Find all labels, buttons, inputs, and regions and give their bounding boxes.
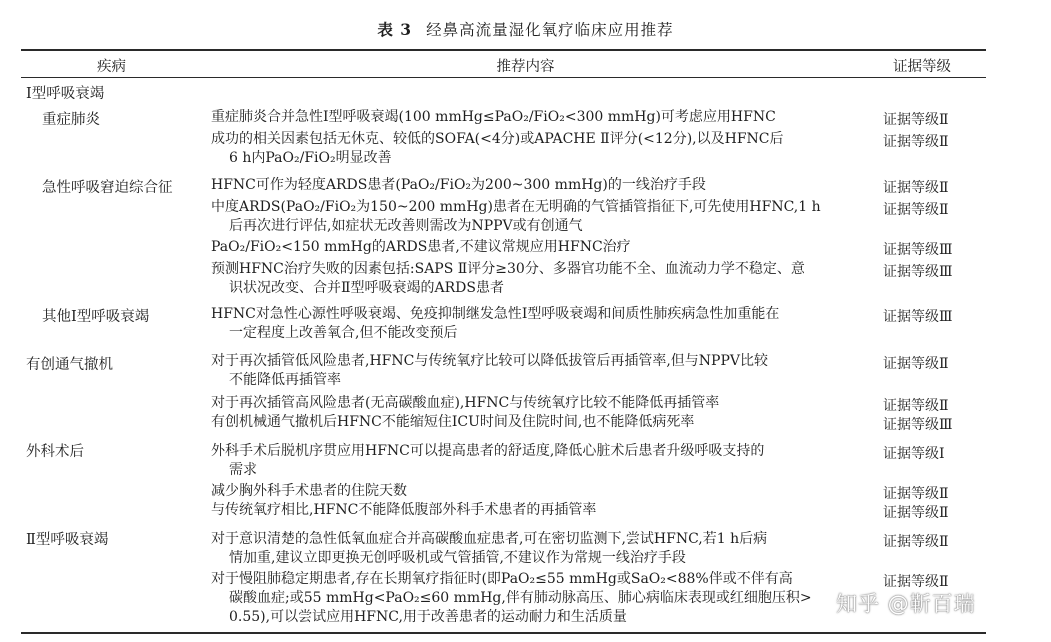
recommendation-line: 外科手术后脱机序贯应用HFNC可以提高患者的舒适度,降低心脏术后患者升级呼吸支持的 — [211, 443, 765, 459]
category-type1: Ⅰ型呼吸衰竭 — [26, 86, 105, 102]
category-surgery: 外科术后 — [26, 444, 84, 460]
header-content: 推荐内容 — [496, 59, 555, 75]
recommendation-line: 碳酸血症;或55 mmHg<PaO₂≤60 mmHg,伴有肺动脉高压、肺心病临床表现或红细胞压积> — [229, 590, 812, 607]
recommendation-line: 对于再次插管高风险患者(无高碳酸血症),HFNC与传统氧疗比较不能降低再插管率 — [211, 395, 720, 411]
recommendation-text — [211, 413, 866, 432]
evidence-level: 证据等级Ⅰ — [883, 446, 945, 462]
recommendation-text — [211, 198, 866, 236]
evidence-level: 证据等级Ⅱ — [883, 505, 949, 521]
recommendation-text — [211, 260, 866, 298]
recommendation-line: 不能降低再插管率 — [229, 372, 341, 389]
evidence-level: 证据等级Ⅱ — [883, 356, 949, 372]
evidence-level: 证据等级Ⅱ — [883, 574, 949, 590]
table-bottom-rule — [21, 632, 986, 634]
recommendation-text — [211, 305, 866, 343]
recommendation-line: 一定程度上改善氧合,但不能改变预后 — [229, 325, 458, 342]
header-disease: 疾病 — [97, 59, 126, 75]
recommendation-text — [211, 501, 866, 520]
evidence-level: 证据等级Ⅲ — [883, 242, 953, 258]
evidence-level: 证据等级Ⅲ — [883, 417, 953, 433]
recommendation-line: 后再次进行评估,如症状无改善则需改为NPPV或有创通气 — [229, 218, 583, 235]
table-caption: 经鼻高流量湿化氧疗临床应用推荐 — [426, 21, 674, 39]
evidence-level: 证据等级Ⅲ — [883, 264, 953, 280]
recommendation-line: HFNC可作为轻度ARDS患者(PaO₂/FiO₂为200~300 mmHg)的一线治疗手段 — [211, 177, 706, 193]
recommendation-text — [211, 394, 866, 413]
recommendation-line: 有创机械通气撤机后HFNC不能缩短住ICU时间及住院时间,也不能降低病死率 — [211, 414, 695, 430]
recommendation-line: 对于再次插管低风险患者,HFNC与传统氧疗比较可以降低拔管后再插管率,但与NPPV比较 — [211, 353, 768, 369]
category-type2: Ⅱ型呼吸衰竭 — [26, 532, 109, 548]
recommendation-text — [211, 176, 866, 195]
recommendation-text — [211, 530, 866, 568]
table-top-rule — [21, 49, 986, 51]
evidence-level: 证据等级Ⅱ — [883, 134, 949, 150]
category-weaning: 有创通气撤机 — [26, 357, 113, 373]
recommendation-line: 与传统氧疗相比,HFNC不能降低腹部外科手术患者的再插管率 — [211, 502, 597, 518]
recommendation-line: 中度ARDS(PaO₂/FiO₂为150~200 mmHg)患者在无明确的气管插管指征下,可先使用HFNC,1 h — [211, 199, 821, 215]
recommendation-line: 预测HFNC治疗失败的因素包括:SAPS Ⅱ评分≥30分、多器官功能不全、血流动力学不稳定、意 — [211, 261, 805, 277]
recommendation-line: 对于意识清楚的急性低氧血症合并高碳酸血症患者,可在密切监测下,尝试HFNC,若1 h后病 — [211, 531, 768, 547]
recommendation-text — [211, 442, 866, 480]
recommendation-line: 成功的相关因素包括无休克、较低的SOFA(<4分)或APACHE Ⅱ评分(<12分),以及HFNC后 — [211, 131, 784, 147]
evidence-level: 证据等级Ⅱ — [883, 202, 949, 218]
recommendation-line: 识状况改变、合并Ⅱ型呼吸衰竭的ARDS患者 — [229, 280, 504, 297]
recommendation-text — [211, 108, 866, 127]
table-title — [0, 18, 1051, 40]
recommendation-text — [211, 570, 866, 628]
subcategory-pneumonia: 重症肺炎 — [42, 112, 100, 128]
evidence-level: 证据等级Ⅱ — [883, 112, 949, 128]
evidence-level: 证据等级Ⅱ — [883, 534, 949, 550]
subcategory-ards: 急性呼吸窘迫综合征 — [42, 180, 173, 196]
watermark: 知乎 @靳百瑞 — [836, 592, 976, 616]
evidence-level: 证据等级Ⅱ — [883, 180, 949, 196]
recommendation-line: 需求 — [229, 462, 257, 479]
table-number: 表 3 — [377, 20, 413, 39]
recommendation-text — [211, 352, 866, 390]
evidence-level: 证据等级Ⅲ — [883, 309, 953, 325]
table-header-rule — [21, 77, 986, 78]
evidence-level: 证据等级Ⅱ — [883, 486, 949, 502]
recommendation-line: 重症肺炎合并急性Ⅰ型呼吸衰竭(100 mmHg≤PaO₂/FiO₂<300 mmHg)可考虑应用HFNC — [211, 109, 776, 125]
recommendation-text — [211, 482, 866, 501]
recommendation-line: PaO₂/FiO₂<150 mmHg的ARDS患者,不建议常规应用HFNC治疗 — [211, 239, 631, 255]
recommendation-line: 6 h内PaO₂/FiO₂明显改善 — [229, 150, 392, 167]
header-level: 证据等级 — [893, 59, 951, 75]
recommendation-text — [211, 238, 866, 257]
recommendation-text — [211, 130, 866, 168]
recommendation-line: HFNC对急性心源性呼吸衰竭、免疫抑制继发急性Ⅰ型呼吸衰竭和间质性肺疾病急性加重能在 — [211, 306, 780, 322]
recommendation-line: 对于慢阻肺稳定期患者,存在长期氧疗指征时(即PaO₂≤55 mmHg或SaO₂<88%伴或不伴有高 — [211, 571, 793, 587]
recommendation-line: 情加重,建议立即更换无创呼吸机或气管插管,不建议作为常规一线治疗手段 — [229, 550, 686, 567]
evidence-level: 证据等级Ⅱ — [883, 398, 949, 414]
subcategory-other-type1: 其他Ⅰ型呼吸衰竭 — [42, 309, 150, 325]
recommendation-line: 0.55),可以尝试应用HFNC,用于改善患者的运动耐力和生活质量 — [229, 609, 627, 626]
recommendation-line: 减少胸外科手术患者的住院天数 — [211, 483, 407, 499]
